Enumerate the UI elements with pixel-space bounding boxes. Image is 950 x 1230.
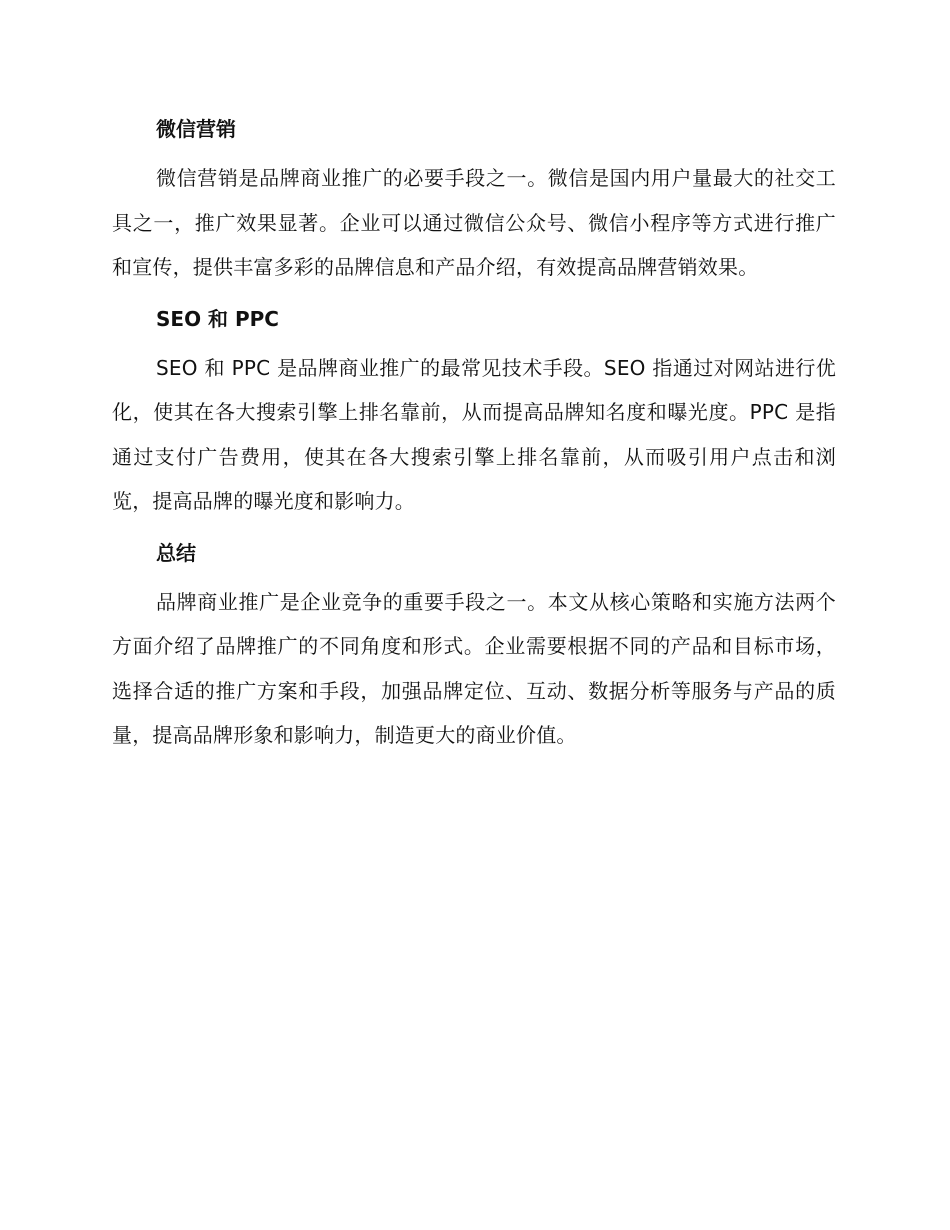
section-seo-ppc bbox=[112, 298, 836, 524]
section-heading: 总结 bbox=[156, 540, 196, 565]
document-page bbox=[112, 108, 836, 766]
section-summary bbox=[112, 532, 836, 758]
section-wechat-marketing bbox=[112, 108, 836, 290]
section-paragraph: SEO 和 PPC 是品牌商业推广的最常见技术手段。SEO 指通过对网站进行优化，使其在各大搜索引擎上排名靠前，从而提高品牌知名度和曝光度。PPC 是指通过支付广告费用，使其在各大搜索引擎上排名靠前，从而吸引用户点击和浏览，提高品牌的曝光度和影响力。 bbox=[112, 355, 836, 513]
section-paragraph: 微信营销是品牌商业推广的必要手段之一。微信是国内用户量最大的社交工具之一，推广效果显著。企业可以通过微信公众号、微信小程序等方式进行推广和宣传，提供丰富多彩的品牌信息和产品介绍，有效提高品牌营销效果。 bbox=[112, 166, 836, 279]
section-paragraph: 品牌商业推广是企业竞争的重要手段之一。本文从核心策略和实施方法两个方面介绍了品牌推广的不同角度和形式。企业需要根据不同的产品和目标市场，选择合适的推广方案和手段，加强品牌定位、互动、数据分析等服务与产品的质量，提高品牌形象和影响力，制造更大的商业价值。 bbox=[112, 589, 836, 747]
section-heading: 微信营销 bbox=[156, 117, 236, 141]
section-heading: SEO 和 PPC bbox=[156, 306, 279, 331]
